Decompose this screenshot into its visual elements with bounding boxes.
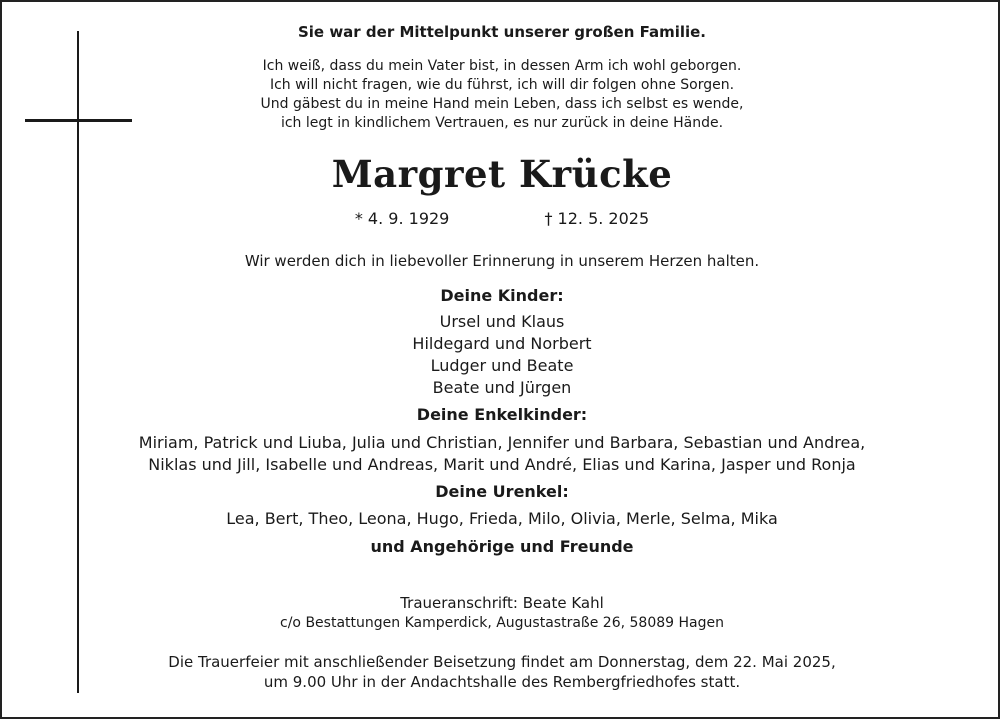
relatives-line: und Angehörige und Freunde	[370, 537, 634, 556]
great-grandchildren-heading: Deine Urenkel:	[435, 482, 569, 501]
ceremony-line: um 9.00 Uhr in der Andachtshalle des Rembergfriedhofes statt.	[263, 673, 741, 691]
address-line: c/o Bestattungen Kamperdick, Augustastraße 26, 58089 Hagen	[280, 615, 724, 631]
birth-date: * 4. 9. 1929	[354, 209, 450, 228]
ceremony-line: Die Trauerfeier mit anschließender Beisetzung findet am Donnerstag, dem 22. Mai 2025,	[168, 653, 836, 671]
address-line: Traueranschrift: Beate Kahl	[400, 594, 604, 612]
memory-text: Wir werden dich in liebevoller Erinnerung in unserem Herzen halten.	[244, 252, 760, 270]
verse-line: Ich weiß, dass du mein Vater bist, in dessen Arm ich wohl geborgen.	[262, 58, 742, 74]
family-entry: Beate und Jürgen	[432, 378, 572, 397]
life-dates	[2, 209, 1000, 228]
deceased-name: Margret Krücke	[331, 152, 673, 196]
family-entry: Ursel und Klaus	[439, 312, 565, 331]
verse-line: Und gäbest du in meine Hand mein Leben, dass ich selbst es wende,	[260, 96, 744, 112]
grandchildren-line: Niklas und Jill, Isabelle und Andreas, Marit und André, Elias und Karina, Jasper und Ronja	[148, 455, 856, 474]
family-entry: Hildegard und Norbert	[412, 334, 592, 353]
grandchildren-heading: Deine Enkelkinder:	[416, 405, 588, 424]
grandchildren-line: Miriam, Patrick und Liuba, Julia und Christian, Jennifer und Barbara, Sebastian und Andrea,	[138, 433, 866, 452]
verse-line: ich legt in kindlichem Vertrauen, es nur zurück in deine Hände.	[280, 115, 724, 131]
family-entry: Ludger und Beate	[430, 356, 574, 375]
motto: Sie war der Mittelpunkt unserer großen Familie.	[297, 23, 707, 41]
children-heading: Deine Kinder:	[440, 286, 564, 305]
great-grandchildren-line: Lea, Bert, Theo, Leona, Hugo, Frieda, Milo, Olivia, Merle, Selma, Mika	[226, 509, 778, 528]
death-date: † 12. 5. 2025	[544, 209, 650, 228]
verse-line: Ich will nicht fragen, wie du führst, ich will dir folgen ohne Sorgen.	[269, 77, 735, 93]
